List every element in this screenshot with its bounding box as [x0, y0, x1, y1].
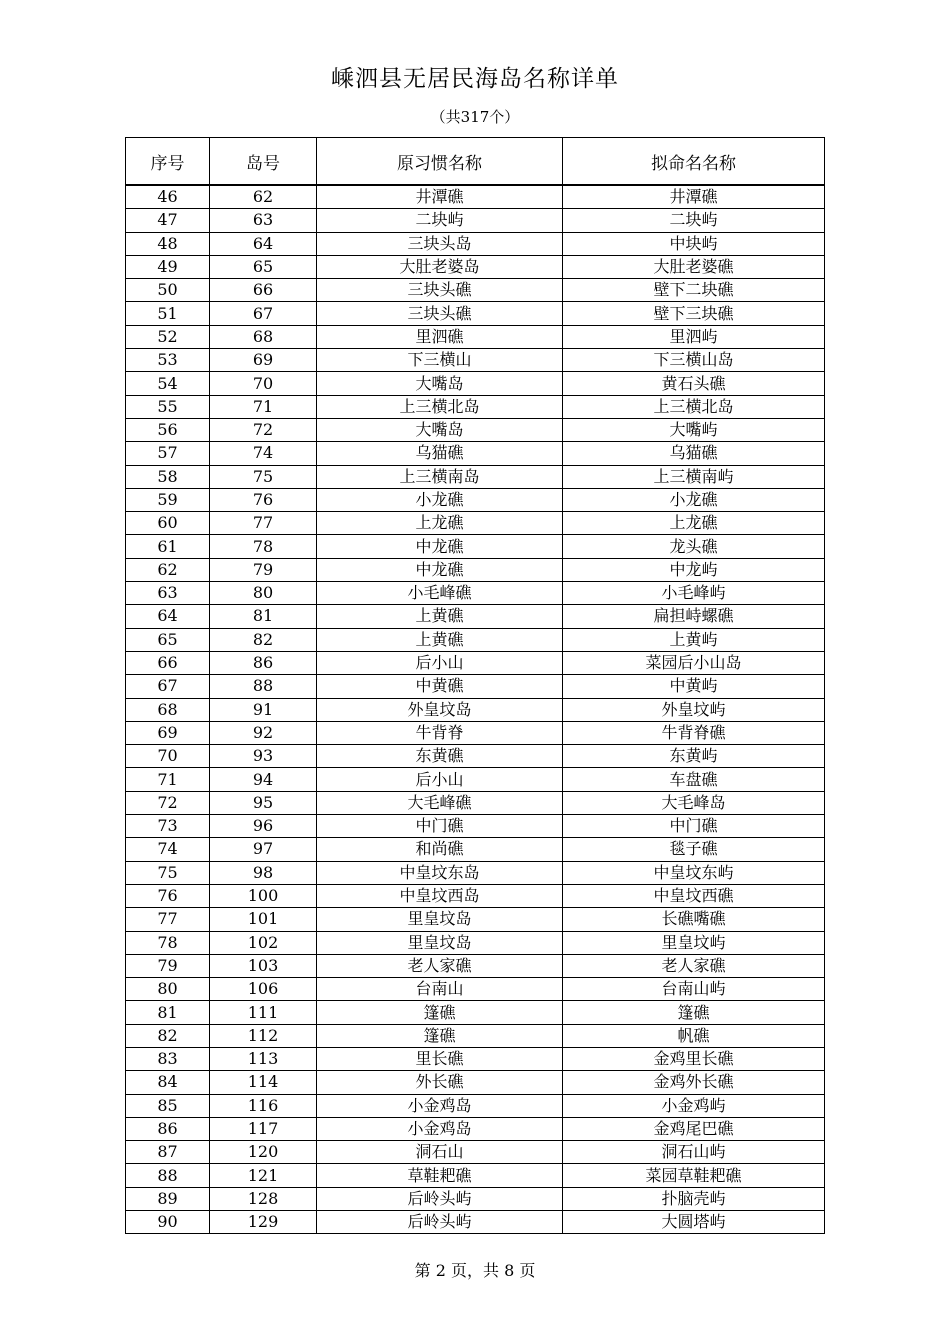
cell-original-name: 篷礁 [317, 1024, 563, 1047]
table-row [126, 721, 825, 744]
cell-island-number: 62 [210, 185, 317, 209]
cell-original-name: 中皇坟西岛 [317, 884, 563, 907]
table-row [126, 838, 825, 861]
cell-island-number: 82 [210, 628, 317, 651]
cell-proposed-name: 黄石头礁 [563, 372, 825, 395]
cell-original-name: 中黄礁 [317, 675, 563, 698]
cell-island-number: 97 [210, 838, 317, 861]
cell-original-name: 后岭头屿 [317, 1211, 563, 1234]
cell-serial-number: 47 [126, 209, 210, 232]
table-row [126, 418, 825, 441]
cell-serial-number: 75 [126, 861, 210, 884]
cell-original-name: 二块屿 [317, 209, 563, 232]
table-row [126, 884, 825, 907]
cell-island-number: 116 [210, 1094, 317, 1117]
cell-proposed-name: 小龙礁 [563, 488, 825, 511]
cell-proposed-name: 金鸡尾巴礁 [563, 1117, 825, 1140]
cell-serial-number: 59 [126, 488, 210, 511]
table-row [126, 675, 825, 698]
cell-island-number: 95 [210, 791, 317, 814]
cell-serial-number: 50 [126, 279, 210, 302]
cell-proposed-name: 里皇坟屿 [563, 931, 825, 954]
table-row [126, 861, 825, 884]
cell-proposed-name: 里泗屿 [563, 325, 825, 348]
cell-proposed-name: 外皇坟屿 [563, 698, 825, 721]
cell-proposed-name: 菜园后小山岛 [563, 651, 825, 674]
cell-serial-number: 89 [126, 1187, 210, 1210]
cell-original-name: 中门礁 [317, 815, 563, 838]
table-row [126, 698, 825, 721]
cell-island-number: 72 [210, 418, 317, 441]
header-serial-number: 序号 [126, 138, 210, 186]
cell-proposed-name: 二块屿 [563, 209, 825, 232]
cell-original-name: 上黄礁 [317, 605, 563, 628]
cell-serial-number: 63 [126, 582, 210, 605]
cell-serial-number: 79 [126, 954, 210, 977]
cell-island-number: 114 [210, 1071, 317, 1094]
table-row [126, 1094, 825, 1117]
cell-original-name: 三块头礁 [317, 302, 563, 325]
cell-serial-number: 74 [126, 838, 210, 861]
cell-original-name: 井潭礁 [317, 185, 563, 209]
cell-original-name: 上三横南岛 [317, 465, 563, 488]
table-row [126, 255, 825, 278]
cell-serial-number: 57 [126, 442, 210, 465]
table-row [126, 442, 825, 465]
cell-original-name: 后小山 [317, 651, 563, 674]
cell-original-name: 外长礁 [317, 1071, 563, 1094]
cell-original-name: 中皇坟东岛 [317, 861, 563, 884]
island-names-table [125, 137, 825, 1234]
cell-original-name: 老人家礁 [317, 954, 563, 977]
cell-island-number: 67 [210, 302, 317, 325]
table-row [126, 185, 825, 209]
cell-island-number: 88 [210, 675, 317, 698]
cell-original-name: 上黄礁 [317, 628, 563, 651]
cell-serial-number: 87 [126, 1141, 210, 1164]
table-row [126, 1001, 825, 1024]
cell-original-name: 里泗礁 [317, 325, 563, 348]
table-row [126, 1117, 825, 1140]
table-row [126, 1024, 825, 1047]
cell-serial-number: 78 [126, 931, 210, 954]
table-row [126, 605, 825, 628]
document-title: 嵊泗县无居民海岛名称详单 [331, 66, 619, 92]
cell-proposed-name: 扑脑壳屿 [563, 1187, 825, 1210]
cell-island-number: 121 [210, 1164, 317, 1187]
cell-island-number: 94 [210, 768, 317, 791]
cell-serial-number: 85 [126, 1094, 210, 1117]
cell-serial-number: 60 [126, 512, 210, 535]
cell-serial-number: 84 [126, 1071, 210, 1094]
cell-original-name: 篷礁 [317, 1001, 563, 1024]
table-row [126, 931, 825, 954]
cell-proposed-name: 台南山屿 [563, 978, 825, 1001]
cell-proposed-name: 中块屿 [563, 232, 825, 255]
cell-island-number: 66 [210, 279, 317, 302]
cell-original-name: 中龙礁 [317, 535, 563, 558]
cell-original-name: 外皇坟岛 [317, 698, 563, 721]
cell-island-number: 112 [210, 1024, 317, 1047]
cell-original-name: 牛背脊 [317, 721, 563, 744]
cell-serial-number: 49 [126, 255, 210, 278]
cell-island-number: 101 [210, 908, 317, 931]
table-row [126, 1047, 825, 1070]
cell-island-number: 65 [210, 255, 317, 278]
table-row [126, 302, 825, 325]
cell-island-number: 106 [210, 978, 317, 1001]
cell-island-number: 120 [210, 1141, 317, 1164]
cell-island-number: 78 [210, 535, 317, 558]
cell-proposed-name: 中皇坟东屿 [563, 861, 825, 884]
header-proposed-name: 拟命名名称 [563, 138, 825, 186]
cell-serial-number: 54 [126, 372, 210, 395]
cell-serial-number: 71 [126, 768, 210, 791]
table-body [126, 185, 825, 1234]
cell-serial-number: 72 [126, 791, 210, 814]
cell-island-number: 103 [210, 954, 317, 977]
cell-original-name: 大嘴岛 [317, 372, 563, 395]
cell-island-number: 128 [210, 1187, 317, 1210]
cell-serial-number: 86 [126, 1117, 210, 1140]
cell-island-number: 71 [210, 395, 317, 418]
cell-serial-number: 62 [126, 558, 210, 581]
cell-proposed-name: 上三横北岛 [563, 395, 825, 418]
cell-original-name: 上三横北岛 [317, 395, 563, 418]
cell-serial-number: 73 [126, 815, 210, 838]
table-row [126, 651, 825, 674]
cell-proposed-name: 车盘礁 [563, 768, 825, 791]
cell-proposed-name: 井潭礁 [563, 185, 825, 209]
cell-original-name: 东黄礁 [317, 745, 563, 768]
table-row [126, 372, 825, 395]
cell-original-name: 和尚礁 [317, 838, 563, 861]
cell-serial-number: 52 [126, 325, 210, 348]
cell-original-name: 洞石山 [317, 1141, 563, 1164]
cell-island-number: 93 [210, 745, 317, 768]
table-row [126, 954, 825, 977]
cell-island-number: 76 [210, 488, 317, 511]
cell-proposed-name: 壁下三块礁 [563, 302, 825, 325]
table-row [126, 1071, 825, 1094]
table-row [126, 815, 825, 838]
cell-proposed-name: 大毛峰岛 [563, 791, 825, 814]
cell-island-number: 86 [210, 651, 317, 674]
table-row [126, 465, 825, 488]
cell-serial-number: 51 [126, 302, 210, 325]
cell-serial-number: 81 [126, 1001, 210, 1024]
cell-island-number: 91 [210, 698, 317, 721]
cell-proposed-name: 洞石山屿 [563, 1141, 825, 1164]
cell-serial-number: 70 [126, 745, 210, 768]
cell-proposed-name: 毯子礁 [563, 838, 825, 861]
cell-proposed-name: 小毛峰屿 [563, 582, 825, 605]
cell-island-number: 70 [210, 372, 317, 395]
cell-original-name: 乌猫礁 [317, 442, 563, 465]
table-row [126, 978, 825, 1001]
header-original-name: 原习惯名称 [317, 138, 563, 186]
cell-serial-number: 83 [126, 1047, 210, 1070]
cell-proposed-name: 长礁嘴礁 [563, 908, 825, 931]
cell-island-number: 129 [210, 1211, 317, 1234]
cell-island-number: 117 [210, 1117, 317, 1140]
table-row [126, 1211, 825, 1234]
table-row [126, 279, 825, 302]
cell-serial-number: 90 [126, 1211, 210, 1234]
cell-proposed-name: 中龙屿 [563, 558, 825, 581]
cell-proposed-name: 乌猫礁 [563, 442, 825, 465]
table-row [126, 349, 825, 372]
cell-island-number: 81 [210, 605, 317, 628]
table-row [126, 582, 825, 605]
cell-proposed-name: 老人家礁 [563, 954, 825, 977]
cell-serial-number: 80 [126, 978, 210, 1001]
table-row [126, 325, 825, 348]
cell-proposed-name: 上三横南屿 [563, 465, 825, 488]
table-row [126, 1187, 825, 1210]
cell-island-number: 63 [210, 209, 317, 232]
cell-island-number: 79 [210, 558, 317, 581]
cell-proposed-name: 上龙礁 [563, 512, 825, 535]
cell-proposed-name: 东黄屿 [563, 745, 825, 768]
table-row [126, 628, 825, 651]
cell-proposed-name: 大圆塔屿 [563, 1211, 825, 1234]
cell-island-number: 102 [210, 931, 317, 954]
cell-proposed-name: 帆礁 [563, 1024, 825, 1047]
cell-original-name: 里长礁 [317, 1047, 563, 1070]
cell-proposed-name: 篷礁 [563, 1001, 825, 1024]
table-row [126, 535, 825, 558]
table-row [126, 1141, 825, 1164]
table-row [126, 488, 825, 511]
cell-proposed-name: 牛背脊礁 [563, 721, 825, 744]
cell-proposed-name: 壁下二块礁 [563, 279, 825, 302]
cell-serial-number: 53 [126, 349, 210, 372]
cell-original-name: 三块头岛 [317, 232, 563, 255]
cell-serial-number: 48 [126, 232, 210, 255]
table-row [126, 209, 825, 232]
header-island-number: 岛号 [210, 138, 317, 186]
table-row [126, 791, 825, 814]
cell-island-number: 111 [210, 1001, 317, 1024]
cell-serial-number: 46 [126, 185, 210, 209]
cell-original-name: 大肚老婆岛 [317, 255, 563, 278]
cell-island-number: 96 [210, 815, 317, 838]
page-footer: 第 2 页，共 8 页 [414, 1261, 536, 1280]
cell-island-number: 80 [210, 582, 317, 605]
cell-serial-number: 68 [126, 698, 210, 721]
cell-original-name: 上龙礁 [317, 512, 563, 535]
cell-proposed-name: 中黄屿 [563, 675, 825, 698]
cell-island-number: 98 [210, 861, 317, 884]
table-row [126, 908, 825, 931]
cell-original-name: 里皇坟岛 [317, 931, 563, 954]
cell-island-number: 74 [210, 442, 317, 465]
cell-serial-number: 58 [126, 465, 210, 488]
cell-island-number: 92 [210, 721, 317, 744]
cell-island-number: 77 [210, 512, 317, 535]
cell-serial-number: 77 [126, 908, 210, 931]
cell-island-number: 69 [210, 349, 317, 372]
cell-proposed-name: 大肚老婆礁 [563, 255, 825, 278]
cell-proposed-name: 小金鸡屿 [563, 1094, 825, 1117]
cell-proposed-name: 下三横山岛 [563, 349, 825, 372]
cell-serial-number: 55 [126, 395, 210, 418]
cell-original-name: 小龙礁 [317, 488, 563, 511]
table-row [126, 768, 825, 791]
cell-island-number: 100 [210, 884, 317, 907]
table-row [126, 232, 825, 255]
cell-serial-number: 82 [126, 1024, 210, 1047]
cell-original-name: 下三横山 [317, 349, 563, 372]
cell-original-name: 小金鸡岛 [317, 1094, 563, 1117]
cell-serial-number: 88 [126, 1164, 210, 1187]
cell-proposed-name: 菜园草鞋耙礁 [563, 1164, 825, 1187]
cell-proposed-name: 龙头礁 [563, 535, 825, 558]
cell-serial-number: 64 [126, 605, 210, 628]
cell-serial-number: 56 [126, 418, 210, 441]
cell-proposed-name: 金鸡外长礁 [563, 1071, 825, 1094]
cell-serial-number: 76 [126, 884, 210, 907]
cell-proposed-name: 上黄屿 [563, 628, 825, 651]
cell-serial-number: 67 [126, 675, 210, 698]
cell-proposed-name: 大嘴屿 [563, 418, 825, 441]
cell-proposed-name: 中门礁 [563, 815, 825, 838]
cell-original-name: 大嘴岛 [317, 418, 563, 441]
cell-island-number: 75 [210, 465, 317, 488]
cell-serial-number: 69 [126, 721, 210, 744]
cell-original-name: 后岭头屿 [317, 1187, 563, 1210]
cell-proposed-name: 扁担峙螺礁 [563, 605, 825, 628]
cell-proposed-name: 金鸡里长礁 [563, 1047, 825, 1070]
cell-island-number: 113 [210, 1047, 317, 1070]
table-row [126, 558, 825, 581]
cell-serial-number: 66 [126, 651, 210, 674]
cell-original-name: 后小山 [317, 768, 563, 791]
cell-original-name: 草鞋耙礁 [317, 1164, 563, 1187]
cell-original-name: 里皇坟岛 [317, 908, 563, 931]
cell-serial-number: 61 [126, 535, 210, 558]
table-row [126, 1164, 825, 1187]
cell-original-name: 中龙礁 [317, 558, 563, 581]
table-row [126, 512, 825, 535]
cell-original-name: 大毛峰礁 [317, 791, 563, 814]
cell-island-number: 68 [210, 325, 317, 348]
table-row [126, 745, 825, 768]
cell-serial-number: 65 [126, 628, 210, 651]
cell-proposed-name: 中皇坟西礁 [563, 884, 825, 907]
cell-original-name: 台南山 [317, 978, 563, 1001]
document-subtitle: （共317个） [430, 108, 520, 126]
cell-original-name: 小毛峰礁 [317, 582, 563, 605]
cell-original-name: 三块头礁 [317, 279, 563, 302]
table-row [126, 395, 825, 418]
cell-island-number: 64 [210, 232, 317, 255]
cell-original-name: 小金鸡岛 [317, 1117, 563, 1140]
table-header-row [126, 138, 825, 186]
